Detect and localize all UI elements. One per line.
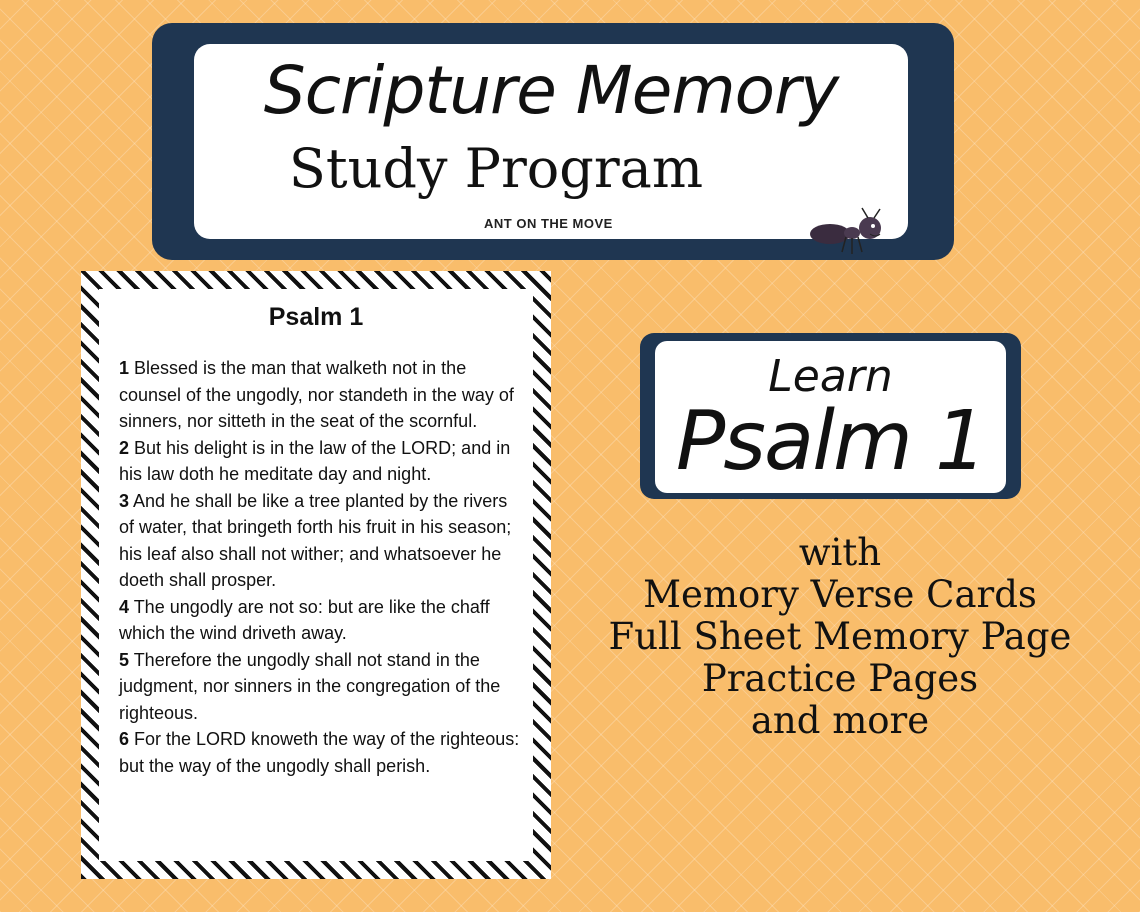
title-card xyxy=(194,44,908,239)
feature-line-practice-pages: Practice Pages xyxy=(701,657,979,700)
learn-banner xyxy=(640,333,1021,499)
verse-list xyxy=(119,355,521,779)
title-banner xyxy=(152,23,954,260)
ant-icon xyxy=(806,204,902,260)
verse-card xyxy=(81,271,551,879)
verse-text: And he shall be like a tree planted by the rivers of water, that bringeth forth his fruit in his season; his leaf also shall not wither; and whatsoever he doeth shall prosper. xyxy=(119,490,512,590)
title-script: Scripture Memory xyxy=(263,52,839,129)
feature-line-with: with xyxy=(798,531,882,574)
verse-6 xyxy=(119,729,519,776)
feature-line-memory-page: Full Sheet Memory Page xyxy=(608,615,1072,658)
feature-line-verse-cards: Memory Verse Cards xyxy=(643,573,1037,616)
verse-1 xyxy=(119,358,514,431)
verse-text: But his delight is in the law of the LORD; and in his law doth he meditate day and night. xyxy=(119,437,511,484)
verse-text: Blessed is the man that walketh not in the counsel of the ungodly, nor standeth in the way of sinners, nor sitteth in the seat of the scornful. xyxy=(119,358,514,431)
feature-list xyxy=(590,532,1090,742)
verse-number: 1 xyxy=(119,358,130,378)
feature-line-and-more: and more xyxy=(750,699,930,742)
verse-number: 4 xyxy=(119,596,130,617)
verse-card-body xyxy=(99,289,533,861)
verse-3 xyxy=(119,491,511,591)
verse-number: 3 xyxy=(119,490,130,511)
verse-text: The ungodly are not so: but are like the chaff which the wind driveth away. xyxy=(119,596,490,643)
verse-number: 6 xyxy=(119,729,130,749)
verse-card-title: Psalm 1 xyxy=(268,303,364,331)
learn-psalm-label: Psalm 1 xyxy=(675,394,986,489)
learn-label: Learn xyxy=(768,351,893,402)
learn-card xyxy=(655,341,1006,493)
verse-number: 5 xyxy=(119,649,130,670)
verse-number: 2 xyxy=(119,437,130,458)
verse-text: Therefore the ungodly shall not stand in the judgment, nor sinners in the congregation of the righteous. xyxy=(119,649,501,723)
verse-5 xyxy=(119,650,500,723)
brand-label: ANT ON THE MOVE xyxy=(484,216,613,231)
verse-2 xyxy=(119,438,510,485)
verse-text: For the LORD knoweth the way of the righteous: but the way of the ungodly shall perish. xyxy=(119,729,520,776)
title-subtitle: Study Program xyxy=(288,137,704,200)
verse-4 xyxy=(119,597,490,644)
